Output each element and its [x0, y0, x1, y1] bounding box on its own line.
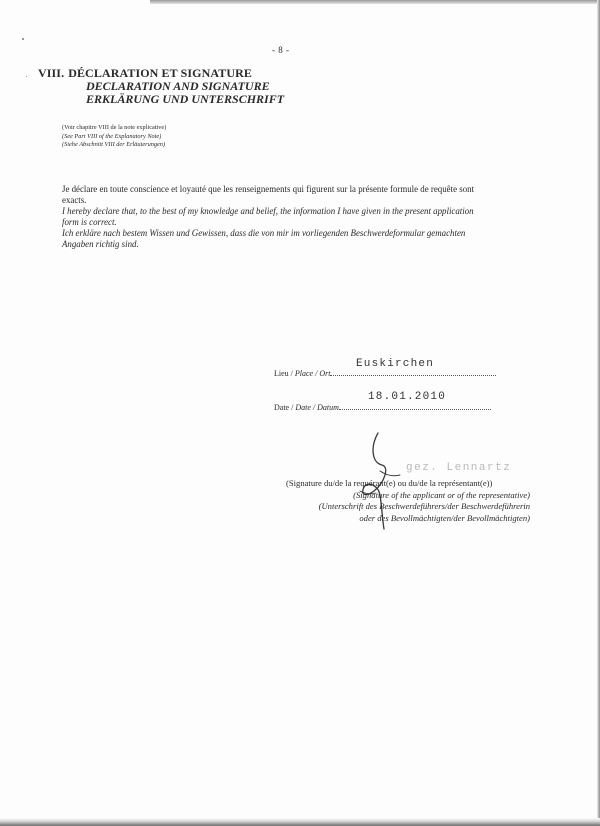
section-number: VIII. [38, 66, 65, 80]
scan-edge-top [150, 0, 600, 4]
date-value: 18.01.2010 [368, 391, 447, 403]
place-value: Euskirchen [356, 358, 435, 370]
place-dotted-line [330, 369, 496, 376]
declaration-fr-line1: Je déclare en toute conscience et loyauté que les renseignements qui figurent sur la présente formule de requête sont [62, 184, 475, 194]
date-dotted-line [339, 403, 491, 410]
place-label-de: Ort [319, 369, 331, 378]
signature-caption-en: (Signature of the applicant or of the representative) [353, 489, 530, 500]
signature-caption [270, 478, 530, 524]
heading-title-en: DECLARATION AND SIGNATURE [86, 79, 270, 93]
date-label-fr: Date / [274, 403, 296, 412]
heading-title-de: ERKLÄRUNG UND UNTERSCHRIFT [86, 92, 285, 106]
place-label-fr: Lieu / [274, 369, 295, 378]
signature-caption-de-line2: oder des Bevollmächtigten/der Bevollmächtigten) [359, 512, 530, 523]
place-field [274, 369, 496, 378]
date-label [274, 403, 339, 412]
page-number: - 8 - [272, 45, 290, 55]
date-label-sep: / [310, 403, 318, 412]
declaration-fr-line2: exacts. [62, 195, 87, 206]
declaration-en-line1: I hereby declare that, to the best of my knowledge and belief, the information I have given in the present application [62, 206, 474, 217]
declaration-en-line2: form is correct. [62, 217, 117, 228]
place-label-sep: / [313, 369, 320, 378]
scan-speck [26, 76, 27, 77]
date-field [274, 403, 491, 412]
date-label-en: Date [295, 403, 311, 412]
note-fr: (Voir chapitre VIII de la note explicative) [62, 124, 167, 131]
declaration-de-line2: Angaben richtig sind. [62, 239, 139, 250]
date-label-de: Datum [317, 403, 339, 412]
declaration-de-line1: Ich erkläre nach bestem Wissen und Gewissen, dass die von mir im vorliegenden Beschwerdeformular gemachten [62, 228, 466, 239]
heading-title-fr-text: DÉCLARATION ET SIGNATURE [68, 66, 252, 80]
place-label [274, 369, 330, 378]
signature-caption-fr: (Signature du/de la requérant(e) ou du/de la représentant(e)) [286, 478, 493, 488]
place-label-en: Place [294, 369, 314, 378]
declaration-text [62, 184, 542, 251]
explanatory-note-references [62, 124, 166, 150]
note-en: (See Part VIII of the Explanatory Note) [62, 132, 162, 140]
section-heading [38, 67, 284, 106]
scan-speck [22, 38, 24, 40]
signature-caption-de-line1: (Unterschrift des Beschwerdeführers/der Beschwerdeführerin [318, 501, 530, 512]
scan-edge-bottom [0, 818, 600, 826]
note-de: (Siehe Abschnitt VIII der Erläuterungen) [62, 141, 166, 149]
signature-stamp: gez. Lennartz [406, 462, 512, 474]
